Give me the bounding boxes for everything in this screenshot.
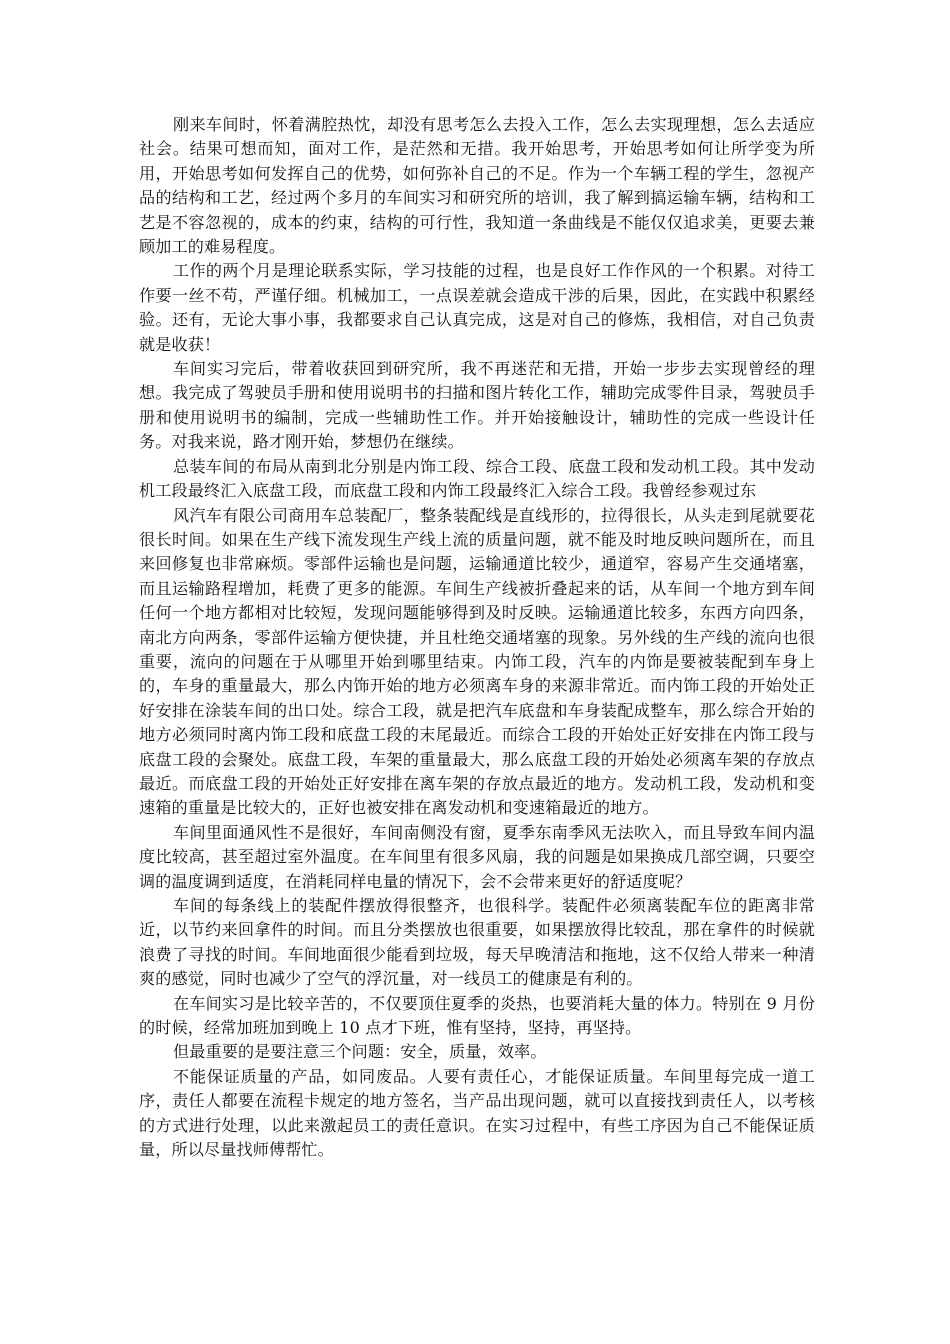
paragraph-parts-arrangement: 车间的每条线上的装配件摆放得很整齐，也很科学。装配件必须离装配车位的距离非常近，以节约来回拿件的时间。而且分类摆放也很重要，如果摆放得比较乱，那在拿件的时候就浪费了寻找的时间。车间地面很少能看到垃圾，每天早晚清洁和拖地，这不仅给人带来一种清爽的感觉，同时也减少了空气的浮沉量，对一线员工的健康是有利的。 bbox=[139, 896, 815, 989]
paragraph-three-issues: 但最重要的是要注意三个问题：安全，质量，效率。 bbox=[173, 1042, 547, 1062]
paragraph-quality: 不能保证质量的产品，如同废品。人要有责任心，才能保证质量。车间里每完成一道工序，责任人都要在流程卡规定的地方签名，当产品出现问题，就可以直接找到责任人，以考核的方式进行处理，以此来激起员工的责任意识。在实习过程中，有些工序因为自己不能保证质量，所以尽量找师傅帮忙。 bbox=[139, 1066, 815, 1160]
paragraph-intro: 刚来车间时，怀着满腔热忱，却没有思考怎么去投入工作，怎么去实现理想，怎么去适应社会。结果可想而知，面对工作，是茫然和无措。我开始思考，开始思考如何让所学变为所用，开始思考如何发挥自己的优势，如何弥补自己的不足。作为一个车辆工程的学生，忽视产品的结构和工艺，经过两个多月的车间实习和研究所的培训，我了解到搞运输车辆，结构和工艺是不容忽视的，成本的约束，结构的可行性，我知道一条曲线是不能仅仅追求美，更要去兼顾加工的难易程度。 bbox=[139, 115, 815, 257]
paragraph-layout-overview: 总装车间的布局从南到北分别是内饰工段、综合工段、底盘工段和发动机工段。其中发动机工段最终汇入底盘工段，而底盘工段和内饰工段最终汇入综合工段。我曾经参观过东 bbox=[139, 456, 815, 501]
paragraph-hardship: 在车间实习是比较辛苦的，不仅要顶住夏季的炎热，也要消耗大量的体力。特别在 9 月份的时候，经常加班加到晚上 10 点才下班，惟有坚持，坚持，再坚持。 bbox=[139, 993, 815, 1038]
paragraph-ventilation: 车间里面通风性不是很好，车间南侧没有窗，夏季东南季风无法吹入，而且导致车间内温度比较高，甚至超过室外温度。在车间里有很多风扇，我的问题是如果换成几部空调，只要空调的温度调到适度，在消耗同样电量的情况下，会不会带来更好的舒适度呢？ bbox=[139, 822, 815, 891]
paragraph-after-internship: 车间实习完后，带着收获回到研究所，我不再迷茫和无措，开始一步步去实现曾经的理想。我完成了驾驶员手册和使用说明书的扫描和图片转化工作，辅助完成零件目录，驾驶员手册和使用说明书的编制，完成一些辅助性工作。并开始接触设计，辅助性的完成一些设计任务。对我来说，路才刚开始，梦想仍在继续。 bbox=[139, 359, 815, 452]
document-body bbox=[139, 113, 815, 1162]
paragraph-layout-detail: 风汽车有限公司商用车总装配厂，整条装配线是直线形的，拉得很长，从头走到尾就要花很长时间。如果在生产线下流发现生产线上流的质量问题，就不能及时地反映问题所在，而且来回修复也非常麻烦。零部件运输也是问题，运输通道比较少，通道窄，容易产生交通堵塞，而且运输路程增加，耗费了更多的能源。车间生产线被折叠起来的话，从车间一个地方到车间任何一个地方都相对比较短，发现问题能够得到及时反映。运输通道比较多，东西方向四条，南北方向两条，零部件运输方便快捷，并且杜绝交通堵塞的现象。另外线的生产线的流向也很重要，流向的问题在于从哪里开始到哪里结束。内饰工段，汽车的内饰是要被装配到车身上的，车身的重量最大，那么内饰开始的地方必须离车身的来源非常近。而内饰工段的开始处正好安排在涂装车间的出口处。综合工段，就是把汽车底盘和车身装配成整车，那么综合开始的地方必须同时离内饰工段和底盘工段的末尾最近。而综合工段的开始处正好安排在内饰工段与底盘工段的会聚处。底盘工段，车架的重量最大，那么底盘工段的开始处必须离车架的存放点最近。而底盘工段的开始处正好安排在离车架的存放点最近的地方。发动机工段，发动机和变速箱的重量是比较大的，正好也被安排在离发动机和变速箱最近的地方。 bbox=[139, 505, 815, 818]
paragraph-work-style: 工作的两个月是理论联系实际，学习技能的过程，也是良好工作作风的一个积累。对待工作要一丝不苟，严谨仔细。机械加工，一点误差就会造成干涉的后果，因此，在实践中积累经验。还有，无论大事小事，我都要求自己认真完成，这是对自己的修炼，我相信，对自己负责就是收获！ bbox=[139, 261, 815, 354]
